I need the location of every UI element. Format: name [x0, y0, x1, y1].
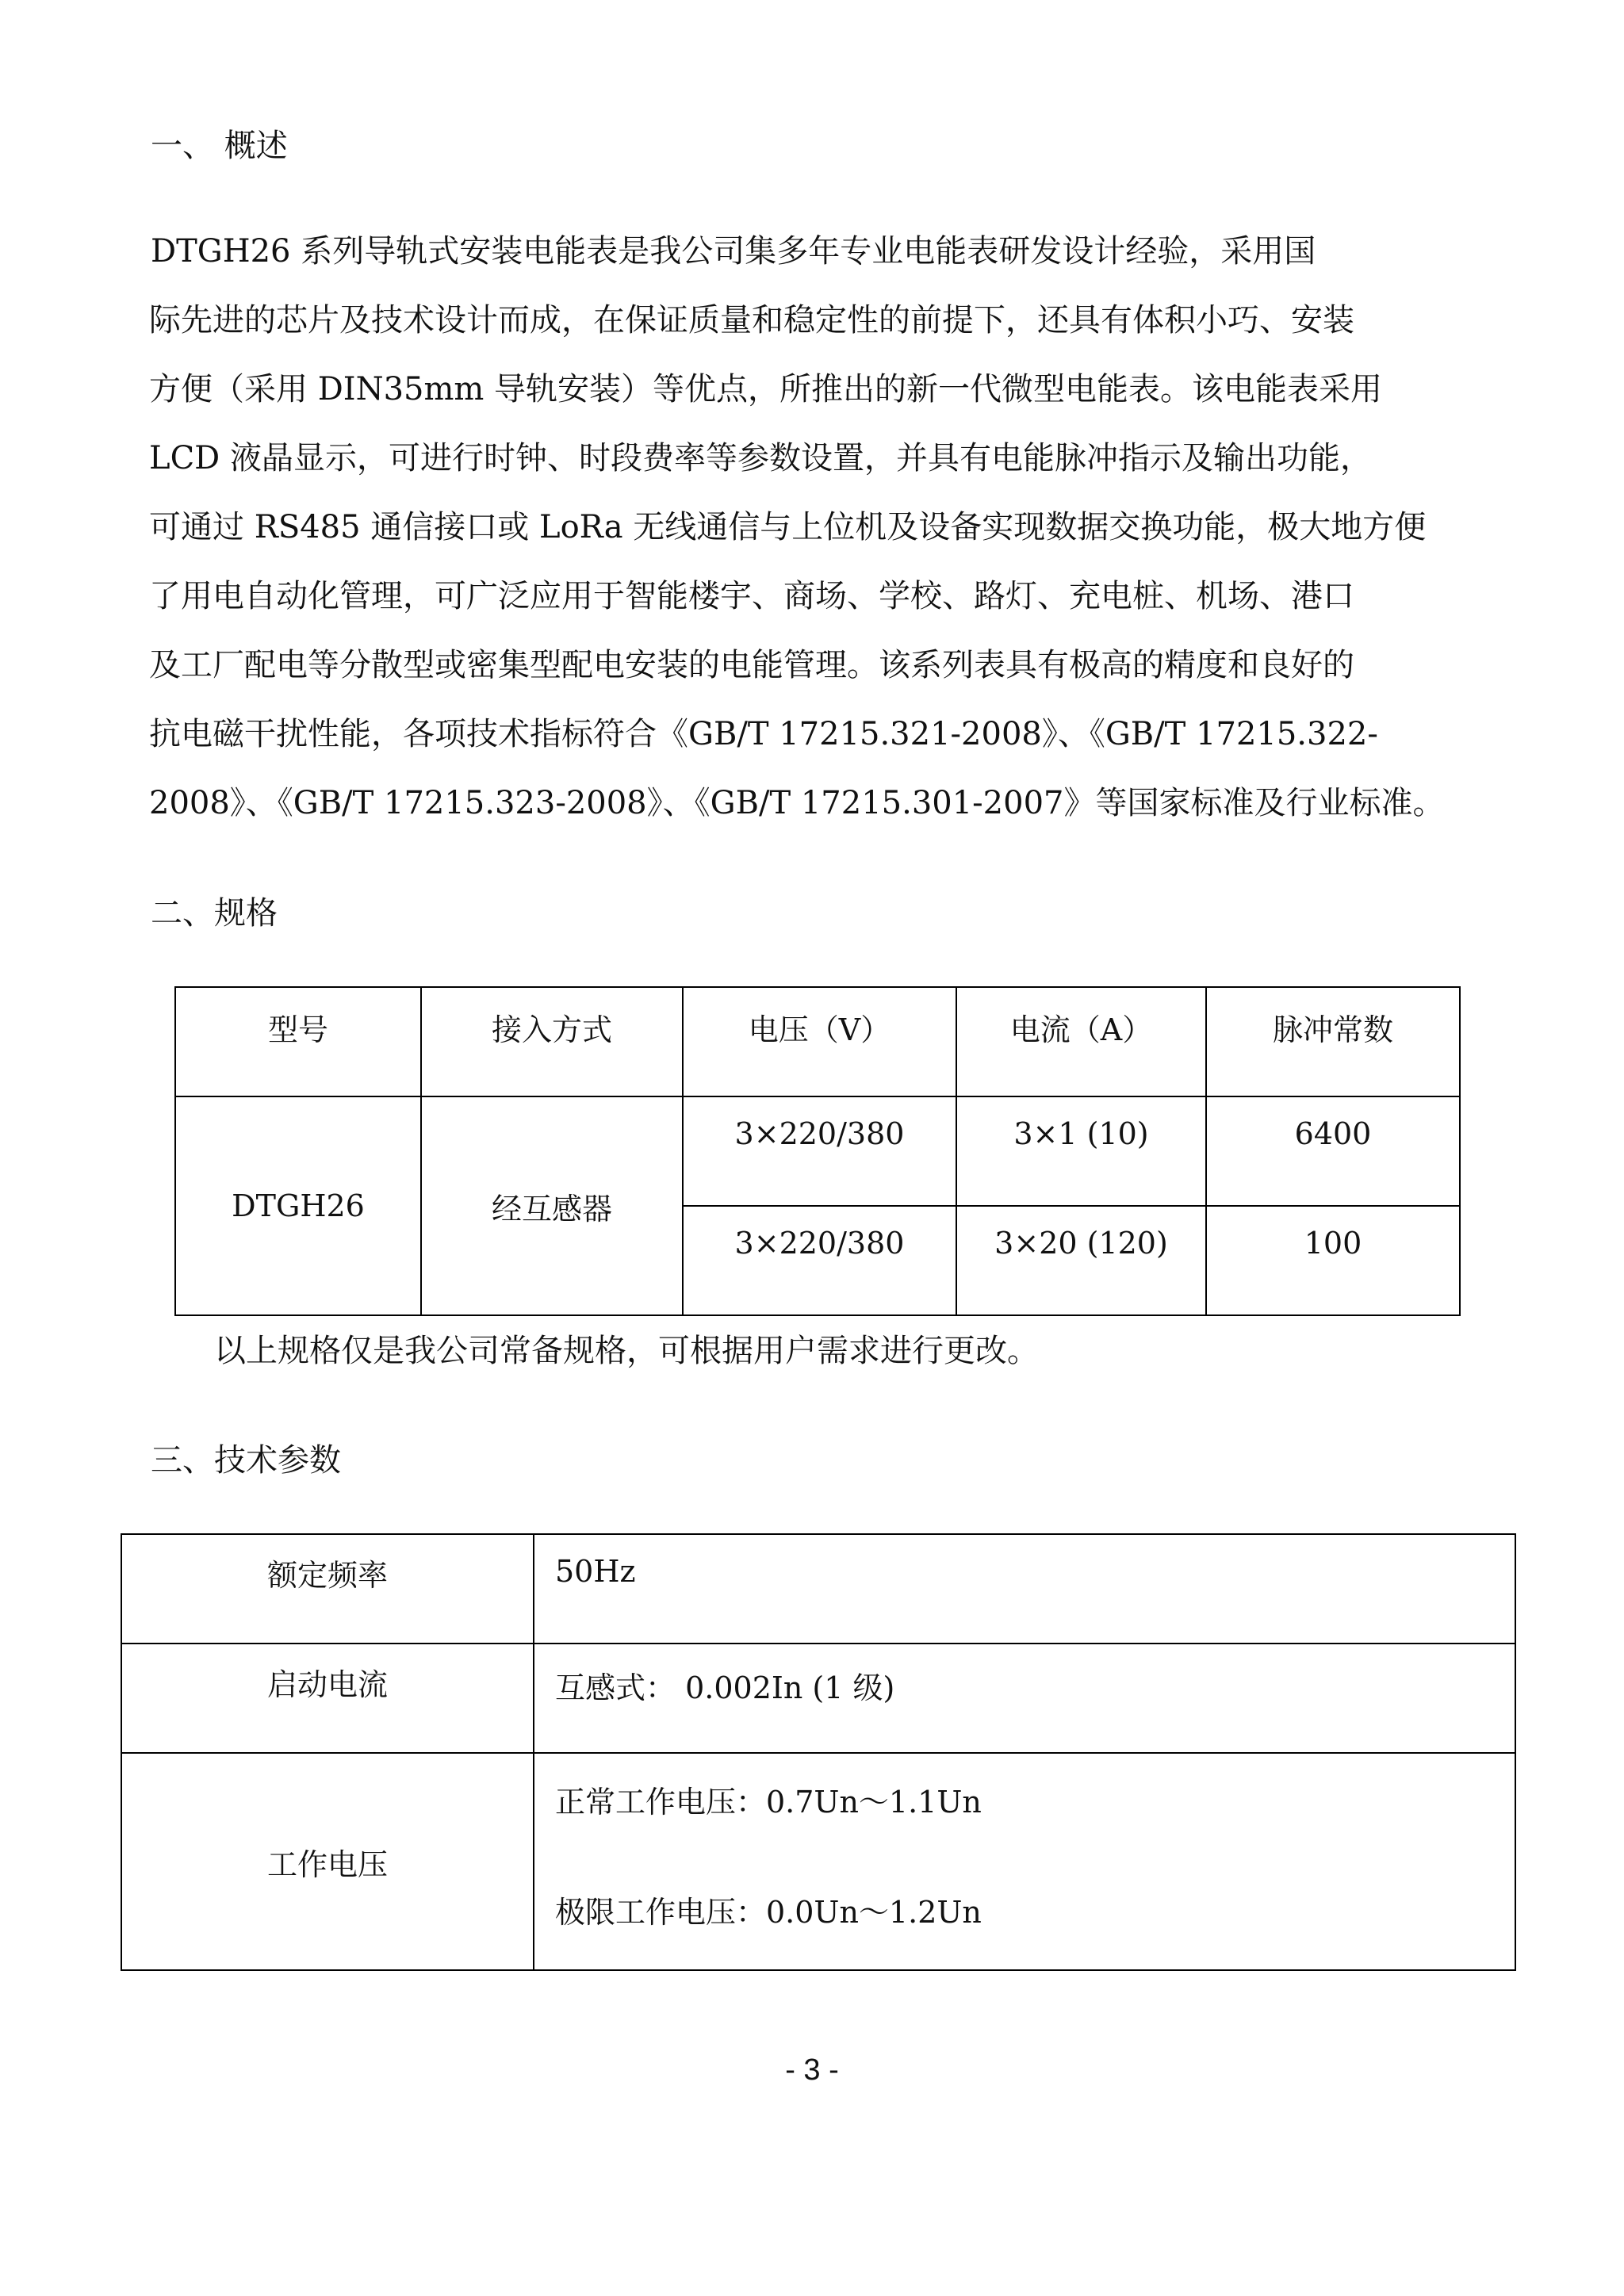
spec-access-cell: 经互感器	[421, 1096, 683, 1315]
table-row	[121, 1644, 1515, 1753]
param-value-line: 极限工作电压：0.0Un～1.2Un	[555, 1895, 982, 1930]
spec-note: 以上规格仅是我公司常备规格，可根据用户需求进行更改。	[214, 1333, 1039, 1369]
param-value-cell	[534, 1753, 1515, 1970]
param-value-cell: 互感式： 0.002In (1 级)	[534, 1644, 1515, 1753]
spec-current-cell: 3×1 (10)	[956, 1096, 1206, 1206]
spec-voltage-cell: 3×220/380	[683, 1096, 956, 1206]
paragraph-line: 2008》、《GB/T 17215.323-2008》、《GB/T 17215.301-2007》等国家标准及行业标准。	[149, 785, 1445, 821]
table-row	[121, 1534, 1515, 1644]
paragraph-line: 可通过 RS485 通信接口或 LoRa 无线通信与上位机及设备实现数据交换功能，极大地方便	[149, 509, 1427, 545]
spec-table	[174, 986, 1461, 1316]
section-heading-specs: 二、规格	[151, 895, 278, 932]
paragraph-line: 方便（采用 DIN35mm 导轨安装）等优点，所推出的新一代微型电能表。该电能表采用	[149, 371, 1383, 408]
paragraph-line: LCD 液晶显示，可进行时钟、时段费率等参数设置，并具有电能脉冲指示及输出功能，	[149, 440, 1372, 476]
spec-header-cell: 接入方式	[421, 987, 683, 1096]
spec-pulse-cell: 6400	[1206, 1096, 1460, 1206]
paragraph-line: DTGH26 系列导轨式安装电能表是我公司集多年专业电能表研发设计经验，采用国	[151, 233, 1316, 270]
spec-header-cell: 电流（A）	[956, 987, 1206, 1096]
page-number: - 3 -	[785, 2053, 839, 2087]
paragraph-line: 抗电磁干扰性能，各项技术指标符合《GB/T 17215.321-2008》、《GB/T 17215.322-	[149, 716, 1378, 752]
section-heading-tech: 三、技术参数	[151, 1442, 341, 1479]
param-value-line: 正常工作电压：0.7Un～1.1Un	[555, 1785, 982, 1820]
spec-header-cell: 电压（V）	[683, 987, 956, 1096]
spec-model-cell: DTGH26	[175, 1096, 421, 1315]
spec-table-header-row	[175, 987, 1460, 1096]
spec-pulse-cell: 100	[1206, 1206, 1460, 1315]
spec-voltage-cell: 3×220/380	[683, 1206, 956, 1315]
spec-header-cell: 脉冲常数	[1206, 987, 1460, 1096]
param-label-cell: 工作电压	[121, 1753, 534, 1970]
spec-current-cell: 3×20 (120)	[956, 1206, 1206, 1315]
paragraph-line: 际先进的芯片及技术设计而成，在保证质量和稳定性的前提下，还具有体积小巧、安装	[149, 302, 1354, 339]
param-value-cell: 50Hz	[534, 1534, 1515, 1644]
spec-header-cell: 型号	[175, 987, 421, 1096]
paragraph-line: 了用电自动化管理，可广泛应用于智能楼宇、商场、学校、路灯、充电桩、机场、港口	[149, 578, 1354, 614]
param-label-cell: 额定频率	[121, 1534, 534, 1644]
param-label-cell: 启动电流	[121, 1644, 534, 1753]
section-heading-overview: 一、 概述	[151, 128, 288, 164]
paragraph-line: 及工厂配电等分散型或密集型配电安装的电能管理。该系列表具有极高的精度和良好的	[149, 647, 1354, 683]
table-row	[175, 1096, 1460, 1206]
tech-param-table	[121, 1533, 1516, 1971]
table-row	[121, 1753, 1515, 1970]
